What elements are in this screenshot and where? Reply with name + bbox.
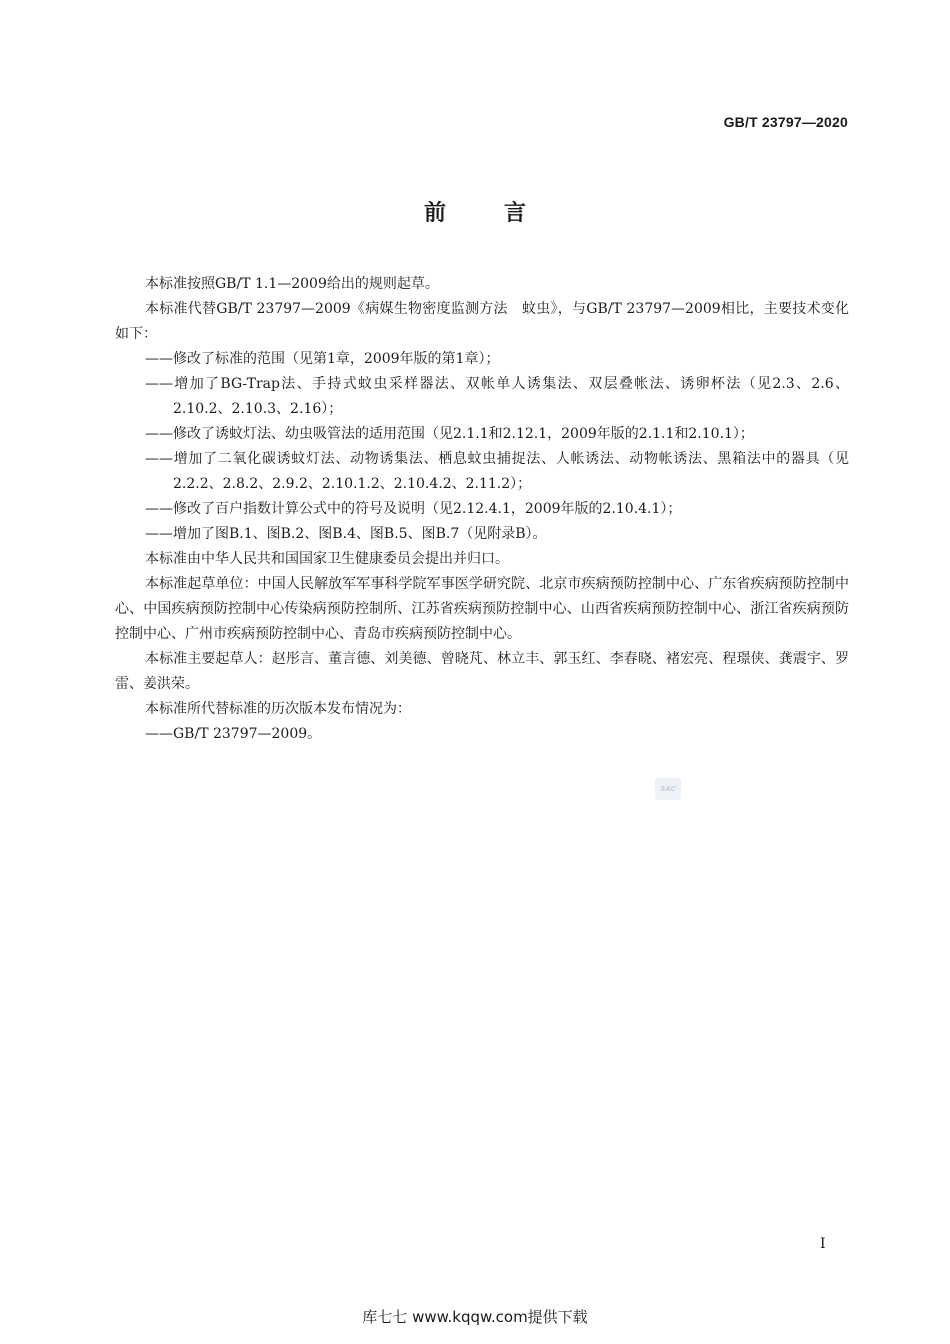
paragraph: 本标准按照GB/T 1.1—2009给出的规则起草。 bbox=[145, 276, 439, 292]
page-title: 前言 bbox=[423, 201, 584, 226]
paragraph: 本标准代替GB/T 23797—2009《病媒生物密度监测方法 蚊虫》，与GB/T 23797—2009相比，主要技术变化如下： bbox=[115, 301, 849, 342]
list-item: ——修改了百户指数计算公式中的符号及说明（见2.12.4.1，2009年版的2.10.4.1）； bbox=[145, 501, 682, 517]
paragraph: 本标准所代替标准的历次版本发布情况为： bbox=[145, 701, 411, 717]
list-item: ——修改了诱蚊灯法、幼虫吸管法的适用范围（见2.1.1和2.12.1，2009年版的2.1.1和2.10.1）； bbox=[145, 426, 754, 442]
page-number: I bbox=[820, 1236, 826, 1252]
standard-code: GB/T 23797—2020 bbox=[723, 114, 848, 130]
list-item: ——增加了二氧化碳诱蚊灯法、动物诱集法、栖息蚊虫捕捉法、人帐诱法、动物帐诱法、黑箱法中的器具（见2.2.2、2.8.2、2.9.2、2.10.1.2、2.10.4.2、2.11.2）； bbox=[145, 451, 849, 492]
list-item: ——增加了图B.1、图B.2、图B.4、图B.5、图B.7（见附录B）。 bbox=[145, 526, 547, 542]
paragraph: 本标准主要起草人：赵彤言、董言德、刘美德、曾晓芃、林立丰、郭玉红、李春晓、褚宏亮、程璟侠、龚震宇、罗雷、姜洪荣。 bbox=[115, 651, 849, 692]
list-item: ——增加了BG-Trap法、手持式蚊虫采样器法、双帐单人诱集法、双层叠帐法、诱卵杯法（见2.3、2.6、2.10.2、2.10.3、2.16）； bbox=[145, 376, 849, 417]
download-footer: 库七七 www.kqqw.com提供下载 bbox=[362, 1308, 588, 1326]
paragraph: 本标准起草单位：中国人民解放军军事科学院军事医学研究院、北京市疾病预防控制中心、广东省疾病预防控制中心、中国疾病预防控制中心传染病预防控制所、江苏省疾病预防控制中心、山西省疾病预防控制中心、浙江省疾病预防控制中心、广州市疾病预防控制中心、青岛市疾病预防控制中心。 bbox=[115, 576, 849, 642]
sac-watermark-logo: SAC bbox=[655, 778, 681, 800]
document-body bbox=[115, 272, 849, 747]
list-item: ——修改了标准的范围（见第1章，2009年版的第1章）； bbox=[145, 351, 500, 367]
paragraph: 本标准由中华人民共和国国家卫生健康委员会提出并归口。 bbox=[145, 551, 509, 567]
list-item: ——GB/T 23797—2009。 bbox=[145, 726, 322, 742]
